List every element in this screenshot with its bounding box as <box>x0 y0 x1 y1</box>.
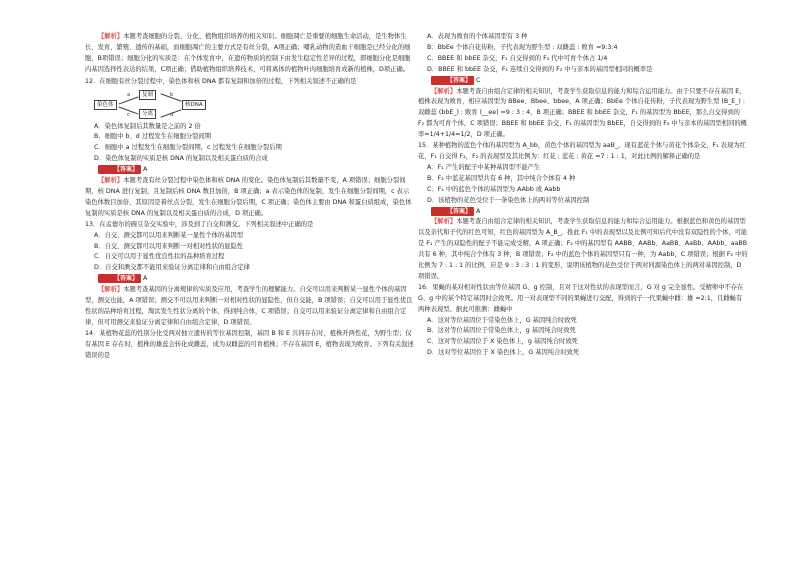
q14-option-d: D．BBEE 和 bbEE 杂交，F₁ 连续自交得到的 F₂ 中与亲本的基因型相同的概率是 <box>427 65 653 73</box>
q16-option-b: B．这对等位基因位于常染色体上，g 基因纯合时致死 <box>427 327 576 335</box>
q13-option-c: C．自交可以用于显性优良性状的品种培育过程 <box>94 253 225 261</box>
diagram-box-chromosome: 染色体 <box>94 100 117 110</box>
analysis-tag: 【解析】 <box>98 177 124 185</box>
q15-option-d: D．该植物的花色受位于一条染色体上的两对等位基因控制 <box>427 196 590 204</box>
q16-stem: 16．果蝇的某对相对性状由等位基因 G、g 控制，且对于这对性状的表现型而言，G 对 g 完全显性。受精卵中不存在 G、g 中的某个特定基因时会致死。用一对表现型不同的果蝇进行交配，得到的子一代果蝇中雌：雄 =2:1，且雌蝇有两种表现型。据此可推测：雌蝇中 <box>418 283 744 313</box>
q12-answer <box>85 165 415 176</box>
q12-option-d: D．染色体复制的实质是核 DNA 的复制以及相关蛋白质的合成 <box>94 155 268 163</box>
diagram-label-a: a <box>127 91 131 98</box>
q15-option-c: C．F₂ 中的蓝色个体的基因型为 AAbb 或 Aabb <box>427 185 561 193</box>
q14-analysis <box>418 87 748 142</box>
q15-option-a: A．F₁ 产生的配子中某种基因型不能产生 <box>427 163 541 171</box>
answer-badge: 【答案】 <box>98 165 141 174</box>
q12-answer-value: A <box>143 166 148 174</box>
answer-badge: 【答案】 <box>431 207 474 216</box>
q15-answer <box>418 207 748 218</box>
q12-diagram <box>94 90 214 120</box>
answer-badge: 【答案】 <box>98 274 141 283</box>
q13-option-d: D．自交和测交都不能用来验证分离定律和自由组合定律 <box>94 264 250 272</box>
q13-option-a: A．自交、测交都可以用来判断某一显性个体的基因型 <box>94 231 244 239</box>
q16-option-a: A．这对等位基因位于常染色体上，G 基因纯合时致死 <box>427 316 577 324</box>
q14-answer <box>418 76 748 87</box>
right-column <box>418 32 748 359</box>
q15-analysis <box>418 217 748 282</box>
q14-option-a: A．表现为败育的个体基因型有 3 种 <box>427 33 528 40</box>
q11-analysis <box>85 32 415 76</box>
diagram-label-b: b <box>170 91 174 98</box>
q12-option-a: A．染色体复制后其数量是之前的 2 倍 <box>94 122 201 130</box>
q11-analysis-text: 本题考查细胞的分裂、分化、植物组织培养的相关知识。细胞凋亡是重要的细胞生命活动，是生物体生长、发育、繁殖、遗传的基础，而细胞凋亡的主要方式是有丝分裂，A项正确；哺乳动物的造血干细胞是已经分化的细胞，B项错误；细胞分化的实质是：在个体发育中，在遗传物质的控制下由发生稳定性差异的过程，即细胞分化是细胞内基因选择性表达的结果，C项正确；借助植物组织培养技术，可将离体的植物叶肉细胞培育成新的植株，D项正确。 <box>85 33 411 73</box>
analysis-tag: 【解析】 <box>98 33 124 40</box>
q14-stem: 14．某植物花蕊的性别分化受两对独立遗传的等位基因控制，基因 B 和 E 共同存在时，植株开两性花，为野生型；仅有基因 E 存在时，植株的雄蕊会转化成雌蕊，成为双雌蕊的可育植株；不存在基因 E，植物表现为败育。下列有关叙述错误的是 <box>85 329 414 359</box>
diagram-label-d: d <box>170 111 174 118</box>
analysis-tag: 【解析】 <box>431 87 457 95</box>
q13-answer <box>85 274 415 285</box>
q15-analysis-text: 本题考查自由组合定律的相关知识，考查学生获取信息的能力和综合运用能力。根据蓝色和黄色的基因型以及亲代和子代的红色可知，红色的基因型为 A_B_，推此 F₁ 中的表现型以及比例可知后代中没有双隐性的个体，可能是 F₁ 产生的双隐性的配子不能完成受精，A 项正确；F₂ 中的基因型有 AABB、AABb、AaBB、AaBb、AAbb、aaBB 共有 6 种，其中纯合个体有 3 种，B 项错误；F₂ 中的蓝色个体的基因型只有一种，为 Aabb，C 项错误；根据 F₂ 中的比例为 7 : 1 : 1 的比例，应是 9 : 3 : 3 : 1 的变形，说明该植物的花色受位于两对同源染色体上的两对基因控制，D 项错误。 <box>418 218 748 280</box>
q16-option-d: D．这对等位基因位于 X 染色体上，G 基因纯合时致死 <box>427 349 580 357</box>
q15-answer-value: A <box>476 207 481 215</box>
q13-analysis <box>85 285 415 329</box>
left-column <box>85 32 415 361</box>
diagram-box-dna: 核DNA <box>182 100 206 110</box>
q14-answer-value: C <box>476 76 481 84</box>
q15-stem: 15．某种植物的蓝色个体的基因型为 A_bb，黄色个体的基因型为 aaB_，现有蓝花个体与黄花个体杂交，F₁ 表现为红花，F₁ 自交得 F₂，F₂ 的表现型及其比例为：红花 : 蓝花 : 黄花 =7 : 1 : 1，对此比例的解释正确的是 <box>418 142 746 160</box>
q14-option-b: B．BbEe 个体自花传粉，子代表现为野生型 : 双雌蕊 : 败育 =9:3:4 <box>427 43 618 51</box>
analysis-tag: 【解析】 <box>98 286 124 294</box>
q12-option-b: B．细胞中 b、d 过程发生在细胞分裂间期 <box>94 133 212 141</box>
diagram-box-replicate: 复制 <box>139 90 156 100</box>
diagram-box-separate: 分离 <box>139 109 156 119</box>
q14-option-c: C．BBEE 和 bbEE 杂交，F₁ 自交得到的 F₂ 代中可育个体占 1/4 <box>427 54 608 62</box>
q15-option-b: B．F₂ 中蓝花基因型共有 6 种，其中纯合个体有 4 种 <box>427 174 576 182</box>
q13-answer-value: A <box>143 275 148 283</box>
q14-analysis-text: 本题考查自由组合定律的相关知识，考查学生获取信息的能力和综合运用能力。由于只要不存在基因 E，植株表现为败育，相应基因型为 BBee、Bbee、bbee，A 项正确；BbEe 个体自花传粉，子代表现为野生型 (B_E_) : 双雌蕊 (bbE_) : 败育 (__ee) =9 : 3 : 4，B 项正确；BBEE 和 bbEE 杂交，F₁ 的基因型为 BbEE，那么自交得到的 F₂ 都为可育个体，C 项错误；BBEE 和 bbEE 杂交，F₁ 的基因型为 BbEE，自交得到的 F₂ 中与亲本的基因型相同的概率=1/4+1/4=1/2，D 项正确。 <box>418 87 747 139</box>
q12-stem: 12．在细胞有丝分裂过程中，染色体和核 DNA 都有复制和加倍的过程，下列相关叙述不正确的是 <box>85 77 357 85</box>
diagram-label-c: c <box>127 111 130 118</box>
analysis-tag: 【解析】 <box>431 218 457 226</box>
q13-analysis-text: 本题考查基因的分离规律的实质及应用，考查学生的理解能力。自交可以用来判断某一显性个体的基因型，测交也能，A 项错误；测交不可以用来判断一对相对性状的显隐性，但自交能，B 项错误；自交可以用于显性优良性状的品种培育过程，淘汰发生性状分离的个体，得到纯合体，C 项错误；自交可以用来验证分离定律和自由组合定律，但可用测交来验证分离定律和自由组合定律，D 项错误。 <box>85 286 413 326</box>
q12-analysis <box>85 176 415 220</box>
q12-analysis-text: 本题考查有丝分裂过程中染色体和核 DNA 的变化。染色体复制后其数量不变，A 项错误；细胞分裂间期，核 DNA 进行复制，且复制后核 DNA 数目加倍，B 项正确；a 表示染色体的复制，发生在细胞分裂间期，c 表示染色体数目加倍，其原因是着丝点分裂，发生在细胞分裂后期，C 项正确；染色体主要由 DNA 和蛋白质组成，染色体复制的实质是核 DNA 的复制以及相关蛋白质的合成，D 项正确。 <box>85 177 412 217</box>
q16-option-c: C．这对等位基因位于 X 染色体上，g 基因纯合时致死 <box>427 338 578 346</box>
answer-badge: 【答案】 <box>431 76 474 85</box>
q13-option-b: B．自交、测交都可以用来判断一对相对性状的显隐性 <box>94 242 244 250</box>
q12-option-c: C．细胞中 a 过程发生在细胞分裂间期，c 过程发生在细胞分裂后期 <box>94 144 282 152</box>
q13-stem: 13．在孟德尔的碗豆杂交实验中，涉及到了自交和测交。下列相关叙述中正确的是 <box>85 220 314 228</box>
